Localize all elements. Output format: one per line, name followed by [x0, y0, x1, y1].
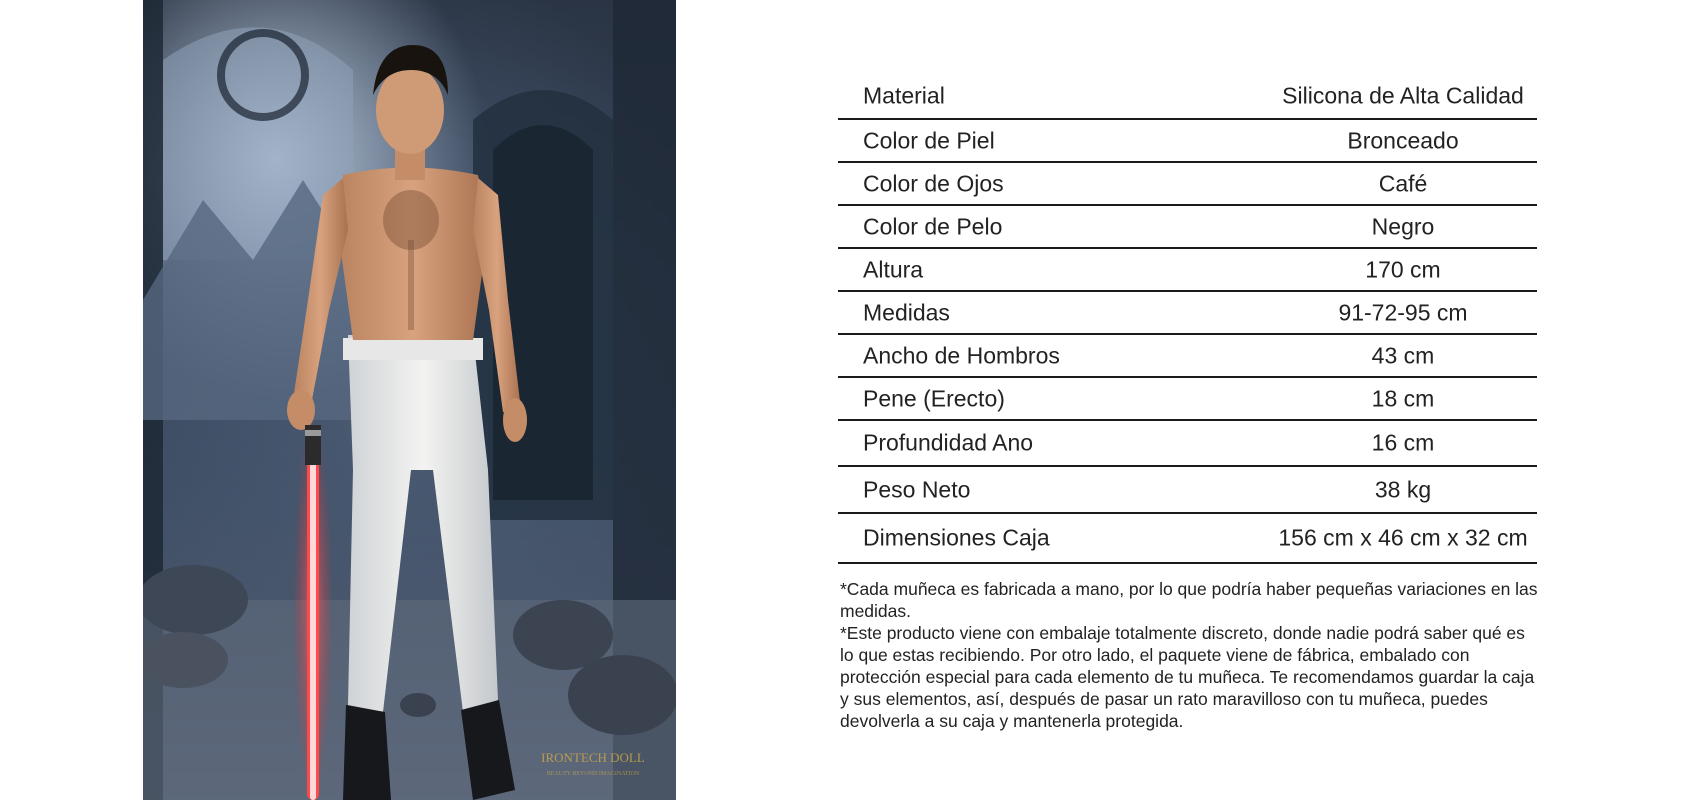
- spec-row-height: [838, 249, 1537, 292]
- spec-row-box-dimensions: [838, 514, 1537, 564]
- spec-label: Material: [863, 82, 945, 109]
- spec-row-eye-color: [838, 163, 1537, 206]
- product-photo: [143, 0, 676, 800]
- spec-table: [838, 74, 1537, 564]
- spec-value: 156 cm x 46 cm x 32 cm: [1278, 524, 1528, 551]
- spec-label: Color de Ojos: [863, 170, 1004, 196]
- spec-row-anal-depth: [838, 421, 1537, 467]
- spec-value: Negro: [1371, 213, 1435, 239]
- spec-value: 18 cm: [1371, 385, 1435, 411]
- watermark-tagline: BEAUTY BEYOND IMAGINATION: [546, 771, 640, 777]
- watermark-brand: IRONTECH DOLL: [541, 750, 645, 765]
- footnote-handmade: *Cada muñeca es fabricada a mano, por lo que podría haber pequeñas variaciones en las medidas.: [840, 579, 1538, 621]
- spec-label: Ancho de Hombros: [863, 342, 1060, 368]
- spec-row-skin-color: [838, 120, 1537, 163]
- spec-label: Peso Neto: [863, 476, 971, 502]
- product-photo-illustration: [143, 0, 676, 800]
- spec-row-erect-length: [838, 378, 1537, 421]
- spec-row-hair-color: [838, 206, 1537, 249]
- spec-value: 16 cm: [1371, 429, 1435, 456]
- spec-value: Café: [1378, 170, 1428, 196]
- spec-row-net-weight: [838, 467, 1537, 514]
- footnote-packaging: *Este producto viene con embalaje totalmente discreto, donde nadie podrá saber qué es lo que estas recibiendo. Por otro lado, el paquete viene de fábrica, embalado con protección especial para cada elemento de tu muñeca. Te recomendamos guardar la caja y sus elementos, así, después de pasar un rato maravilloso con tu muñeca, puedes devolverla a su caja y mantenerla protegida.: [840, 623, 1535, 731]
- spec-value: 38 kg: [1374, 476, 1432, 502]
- spec-value: 170 cm: [1365, 256, 1441, 282]
- spec-value: 43 cm: [1371, 342, 1435, 368]
- spec-label: Profundidad Ano: [863, 429, 1034, 456]
- spec-label: Altura: [863, 256, 924, 282]
- spec-label: Medidas: [863, 299, 950, 325]
- footnotes: [840, 578, 1540, 732]
- spec-value: Bronceado: [1347, 127, 1459, 153]
- spec-label: Dimensiones Caja: [863, 524, 1050, 551]
- spec-row-material: [838, 74, 1537, 120]
- spec-label: Color de Piel: [863, 127, 995, 153]
- spec-value: 91-72-95 cm: [1338, 299, 1468, 325]
- spec-value: Silicona de Alta Calidad: [1282, 82, 1524, 109]
- spec-label: Pene (Erecto): [863, 385, 1005, 411]
- spec-row-measurements: [838, 292, 1537, 335]
- spec-label: Color de Pelo: [863, 213, 1003, 239]
- spec-row-shoulder-width: [838, 335, 1537, 378]
